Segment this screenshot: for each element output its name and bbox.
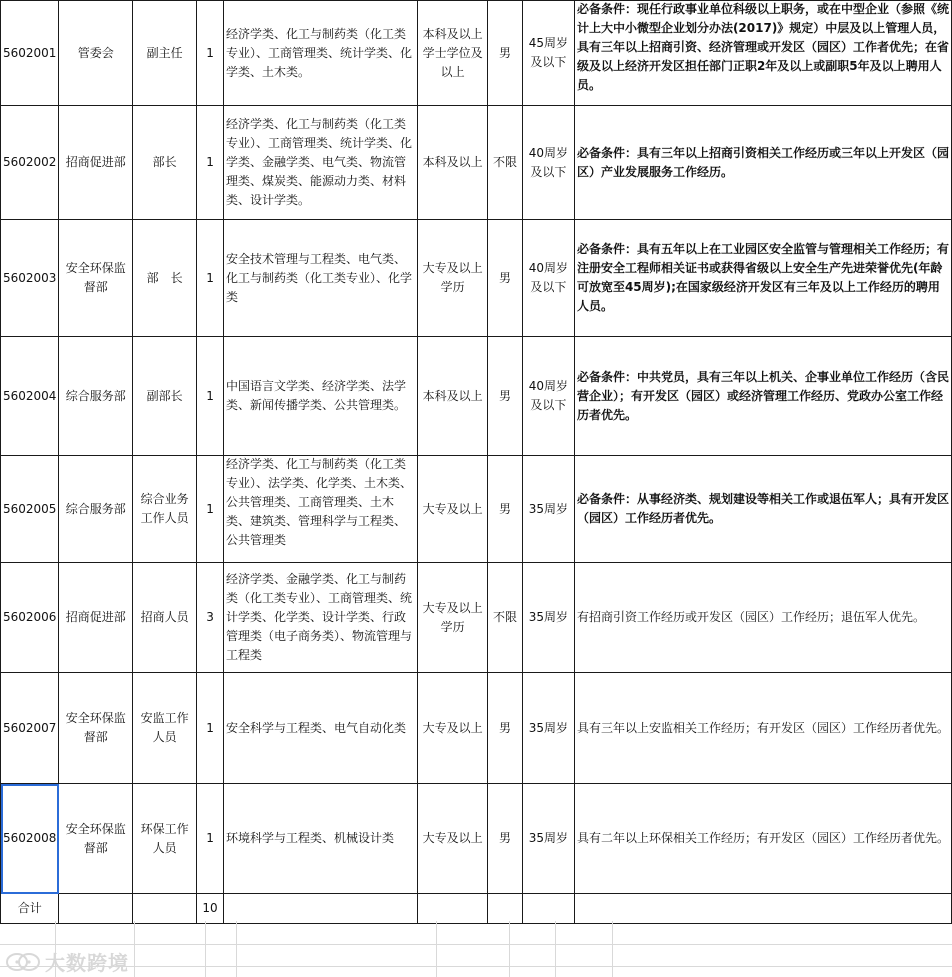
age-cell[interactable]: 35周岁	[522, 563, 574, 673]
post-code-cell[interactable]: 5602002	[1, 106, 59, 220]
gridline	[0, 944, 952, 945]
empty-cell[interactable]	[59, 894, 133, 924]
post-code-cell-selected[interactable]: 5602008	[1, 784, 59, 894]
post-code-cell[interactable]: 5602005	[1, 456, 59, 563]
empty-cell[interactable]	[522, 894, 574, 924]
table-row[interactable]	[1, 1, 952, 106]
requirements-cell[interactable]: 有招商引资工作经历或开发区（园区）工作经历；退伍军人优先。	[574, 563, 951, 673]
headcount-cell[interactable]: 1	[197, 220, 224, 337]
major-cell[interactable]: 经济学类、金融学类、化工与制药类（化工类专业）、工商管理类、统计学类、化学类、设计学类、行政管理类（电子商务类）、物流管理与工程类	[223, 563, 417, 673]
headcount-cell[interactable]: 1	[197, 784, 224, 894]
department-cell[interactable]: 管委会	[59, 1, 133, 106]
age-cell[interactable]: 35周岁	[522, 456, 574, 563]
department-cell[interactable]: 安全环保监督部	[59, 220, 133, 337]
total-row[interactable]	[1, 894, 952, 924]
major-cell[interactable]: 中国语言文学类、经济学类、法学类、新闻传播学类、公共管理类。	[223, 337, 417, 456]
department-cell[interactable]: 招商促进部	[59, 563, 133, 673]
education-cell[interactable]: 大专及以上	[418, 673, 488, 784]
table-row[interactable]	[1, 106, 952, 220]
position-cell[interactable]: 副主任	[133, 1, 197, 106]
age-cell[interactable]: 45周岁及以下	[522, 1, 574, 106]
total-count-cell[interactable]: 10	[197, 894, 224, 924]
table-row[interactable]	[1, 563, 952, 673]
gender-cell[interactable]: 男	[488, 337, 523, 456]
requirements-cell[interactable]	[574, 1, 951, 106]
department-cell[interactable]: 招商促进部	[59, 106, 133, 220]
gridline	[205, 921, 206, 977]
post-code-cell[interactable]: 5602001	[1, 1, 59, 106]
education-cell[interactable]: 本科及以上	[418, 106, 488, 220]
position-cell[interactable]: 安监工作人员	[133, 673, 197, 784]
headcount-cell[interactable]: 1	[197, 1, 224, 106]
major-cell[interactable]	[223, 456, 417, 563]
headcount-cell[interactable]: 1	[197, 337, 224, 456]
department-cell[interactable]: 综合服务部	[59, 456, 133, 563]
requirements-cell[interactable]: 具有三年以上安监相关工作经历；有开发区（园区）工作经历者优先。	[574, 673, 951, 784]
gender-cell[interactable]: 不限	[488, 106, 523, 220]
major-cell[interactable]: 经济学类、化工与制药类（化工类专业）、工商管理类、统计学类、化学类、土木类。	[223, 1, 417, 106]
age-cell[interactable]: 40周岁及以下	[522, 220, 574, 337]
education-cell[interactable]: 大专及以上	[418, 784, 488, 894]
age-cell[interactable]: 35周岁	[522, 784, 574, 894]
watermark-text: 大数跨境	[45, 951, 129, 975]
total-label-cell[interactable]: 合计	[1, 894, 59, 924]
table-row[interactable]	[1, 784, 952, 894]
empty-cell[interactable]	[418, 894, 488, 924]
department-cell[interactable]: 安全环保监督部	[59, 673, 133, 784]
department-cell[interactable]: 综合服务部	[59, 337, 133, 456]
gridline	[436, 921, 437, 977]
position-cell[interactable]: 部长	[133, 106, 197, 220]
education-cell[interactable]: 大专及以上学历	[418, 563, 488, 673]
table-row[interactable]	[1, 220, 952, 337]
education-cell[interactable]: 大专及以上学历	[418, 220, 488, 337]
department-cell[interactable]: 安全环保监督部	[59, 784, 133, 894]
education-cell[interactable]: 大专及以上	[418, 456, 488, 563]
empty-cell[interactable]	[574, 894, 951, 924]
gender-cell[interactable]: 男	[488, 456, 523, 563]
headcount-cell[interactable]: 1	[197, 673, 224, 784]
major-cell[interactable]: 经济学类、化工与制药类（化工类专业）、工商管理类、统计学类、化学类、金融学类、电气类、物流管理类、煤炭类、能源动力类、材料类、设计学类。	[223, 106, 417, 220]
empty-cell[interactable]	[133, 894, 197, 924]
table-row[interactable]	[1, 673, 952, 784]
headcount-cell[interactable]: 3	[197, 563, 224, 673]
position-cell[interactable]: 环保工作人员	[133, 784, 197, 894]
gender-cell[interactable]: 男	[488, 784, 523, 894]
table-row[interactable]	[1, 456, 952, 563]
position-cell[interactable]: 招商人员	[133, 563, 197, 673]
major-text: 经济学类、化工与制药类（化工类专业）、法学类、化学类、土木类、公共管理类、工商管理类、土木类、建筑类、管理科学与工程类、公共管理类	[225, 457, 412, 547]
post-code-cell[interactable]: 5602006	[1, 563, 59, 673]
age-cell[interactable]: 40周岁及以下	[522, 337, 574, 456]
gridline	[134, 921, 135, 977]
education-cell[interactable]: 本科及以上学士学位及以上	[418, 1, 488, 106]
post-code-cell[interactable]: 5602003	[1, 220, 59, 337]
major-cell[interactable]: 环境科学与工程类、机械设计类	[223, 784, 417, 894]
post-code-cell[interactable]: 5602004	[1, 337, 59, 456]
requirements-cell[interactable]: 具有二年以上环保相关工作经历；有开发区（园区）工作经历者优先。	[574, 784, 951, 894]
gridline	[236, 921, 237, 977]
headcount-cell[interactable]: 1	[197, 106, 224, 220]
table-row[interactable]	[1, 337, 952, 456]
empty-cell[interactable]	[223, 894, 417, 924]
requirements-text: 必备条件：现任行政事业单位科级以上职务，或在中型企业（参照《统计上大中小微型企业划分办法(2017)》规定）中层及以上管理人员，具有三年以上招商引资、经济管理或开发区（园区）工作者优先；在省级及以上经济开发区担任部门正职2年及以上或副职5年及以上聘用人员。	[576, 1, 949, 92]
gridline	[509, 921, 510, 977]
requirements-cell[interactable]: 必备条件：具有三年以上招商引资相关工作经历或三年以上开发区（园区）产业发展服务工作经历。	[574, 106, 951, 220]
major-cell[interactable]: 安全科学与工程类、电气自动化类	[223, 673, 417, 784]
gridline	[555, 921, 556, 977]
age-cell[interactable]: 35周岁	[522, 673, 574, 784]
major-cell[interactable]: 安全技术管理与工程类、电气类、化工与制药类（化工类专业）、化学类	[223, 220, 417, 337]
gender-cell[interactable]: 男	[488, 220, 523, 337]
requirements-cell[interactable]: 必备条件：中共党员，具有三年以上机关、企事业单位工作经历（含民营企业）；有开发区（园区）或经济管理工作经历、党政办公室工作经历者优先。	[574, 337, 951, 456]
gridline	[0, 966, 952, 967]
gender-cell[interactable]: 不限	[488, 563, 523, 673]
gender-cell[interactable]: 男	[488, 1, 523, 106]
chat-bubble-logo-icon	[4, 951, 42, 973]
gridline	[612, 921, 613, 977]
age-cell[interactable]: 40周岁及以下	[522, 106, 574, 220]
headcount-cell[interactable]: 1	[197, 456, 224, 563]
post-code-cell[interactable]: 5602007	[1, 673, 59, 784]
position-cell[interactable]: 副部长	[133, 337, 197, 456]
watermark	[4, 947, 129, 976]
position-cell[interactable]: 部 长	[133, 220, 197, 337]
requirements-cell[interactable]: 必备条件：从事经济类、规划建设等相关工作或退伍军人；具有开发区（园区）工作经历者优先。	[574, 456, 951, 563]
requirements-cell[interactable]: 必备条件：具有五年以上在工业园区安全监管与管理相关工作经历；有注册安全工程师相关证书或获得省级以上安全生产先进荣誉优先(年龄可放宽至45周岁);在国家级经济开发区有三年及以上工作经历的聘用人员。	[574, 220, 951, 337]
empty-cell[interactable]	[488, 894, 523, 924]
education-cell[interactable]: 本科及以上	[418, 337, 488, 456]
gender-cell[interactable]: 男	[488, 673, 523, 784]
position-cell[interactable]: 综合业务工作人员	[133, 456, 197, 563]
